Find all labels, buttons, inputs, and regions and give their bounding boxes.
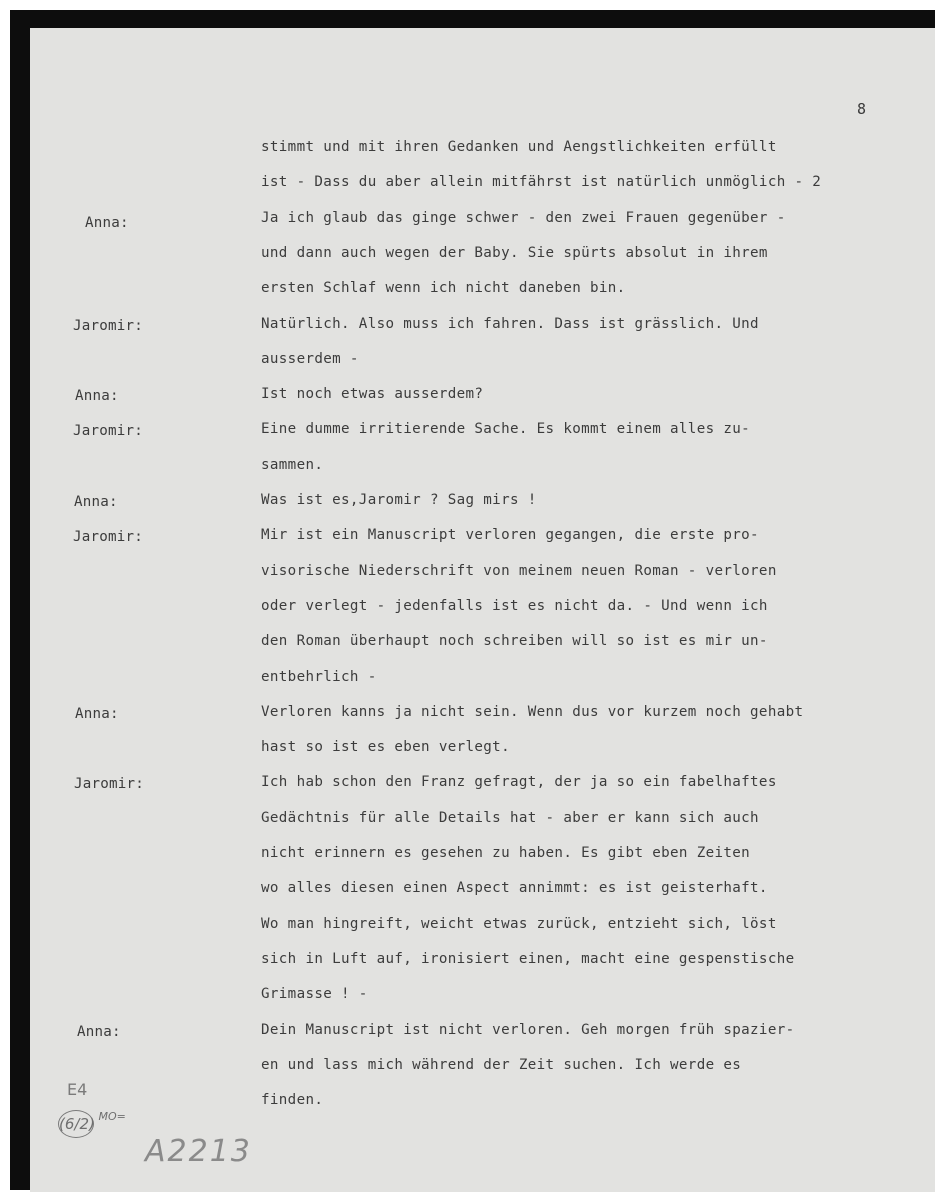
speaker-label: Jaromir: xyxy=(73,423,143,440)
page-number: 8 xyxy=(857,100,867,118)
dialogue-line: wo alles diesen einen Aspect annimmt: es ist geisterhaft. xyxy=(261,880,768,897)
dialogue-line: sammen. xyxy=(261,456,324,473)
dialogue-line: stimmt und mit ihren Gedanken und Aengstlichkeiten erfüllt xyxy=(261,139,777,155)
typescript-page xyxy=(30,28,935,1192)
speaker-label: Jaromir: xyxy=(73,317,143,334)
dialogue-line: Wo man hingreift, weicht etwas zurück, entzieht sich, löst xyxy=(261,915,777,932)
pencil-mark: E4 xyxy=(67,1080,88,1099)
dialogue-line: finden. xyxy=(261,1092,324,1109)
dialogue-line: Ist noch etwas ausserdem? xyxy=(261,386,484,403)
speaker-label: Jaromir: xyxy=(73,529,143,546)
dialogue-line: den Roman überhaupt noch schreiben will so ist es mir un- xyxy=(261,633,768,650)
dialogue-line: Grimasse ! - xyxy=(261,986,368,1003)
dialogue-line: Dein Manuscript ist nicht verloren. Geh morgen früh spazier- xyxy=(261,1021,795,1038)
dialogue-line: hast so ist es eben verlegt. xyxy=(261,739,510,756)
dialogue-line: ausserdem - xyxy=(261,350,359,367)
inventory-number: A2213 xyxy=(145,1134,252,1169)
dialogue-line: Was ist es,Jaromir ? Sag mirs ! xyxy=(261,492,537,508)
dialogue-line: oder verlegt - jedenfalls ist es nicht da. - Und wenn ich xyxy=(261,597,768,614)
dialogue-line: Gedächtnis für alle Details hat - aber er kann sich auch xyxy=(261,809,759,826)
dialogue-line: entbehrlich - xyxy=(261,668,377,685)
speaker-label: Anna: xyxy=(74,494,118,510)
folio-suffix: MO= xyxy=(98,1110,126,1123)
dialogue-line: Natürlich. Also muss ich fahren. Dass ist grässlich. Und xyxy=(261,315,759,332)
document-frame xyxy=(10,10,935,1190)
dialogue-line: und dann auch wegen der Baby. Sie spürts absolut in ihrem xyxy=(261,244,768,261)
speaker-label: Jaromir: xyxy=(74,776,144,793)
speaker-label: Anna: xyxy=(75,705,119,722)
speaker-label: Anna: xyxy=(85,214,129,231)
speaker-label: Anna: xyxy=(75,388,119,405)
dialogue-line: Ich hab schon den Franz gefragt, der ja so ein fabelhaftes xyxy=(261,774,777,791)
circled-folio: (6/2) xyxy=(58,1110,94,1138)
dialogue-line: sich in Luft auf, ironisiert einen, macht eine gespenstische xyxy=(261,950,795,967)
dialogue-line: Mir ist ein Manuscript verloren gegangen, die erste pro- xyxy=(261,527,759,544)
archive-stamp xyxy=(58,1110,126,1138)
speaker-label: Anna: xyxy=(77,1023,121,1040)
dialogue-line: ist - Dass du aber allein mitfährst ist natürlich unmöglich - 2 xyxy=(261,174,822,191)
dialogue-line: ersten Schlaf wenn ich nicht daneben bin. xyxy=(261,280,626,297)
dialogue-line: Ja ich glaub das ginge schwer - den zwei Frauen gegenüber - xyxy=(261,209,786,226)
dialogue-line: Verloren kanns ja nicht sein. Wenn dus vor kurzem noch gehabt xyxy=(261,703,804,720)
dialogue-line: Eine dumme irritierende Sache. Es kommt einem alles zu- xyxy=(261,421,751,438)
dialogue-line: visorische Niederschrift von meinem neuen Roman - verloren xyxy=(261,562,777,579)
dialogue-line: nicht erinnern es gesehen zu haben. Es gibt eben Zeiten xyxy=(261,845,751,861)
dialogue-line: en und lass mich während der Zeit suchen. Ich werde es xyxy=(261,1056,742,1073)
